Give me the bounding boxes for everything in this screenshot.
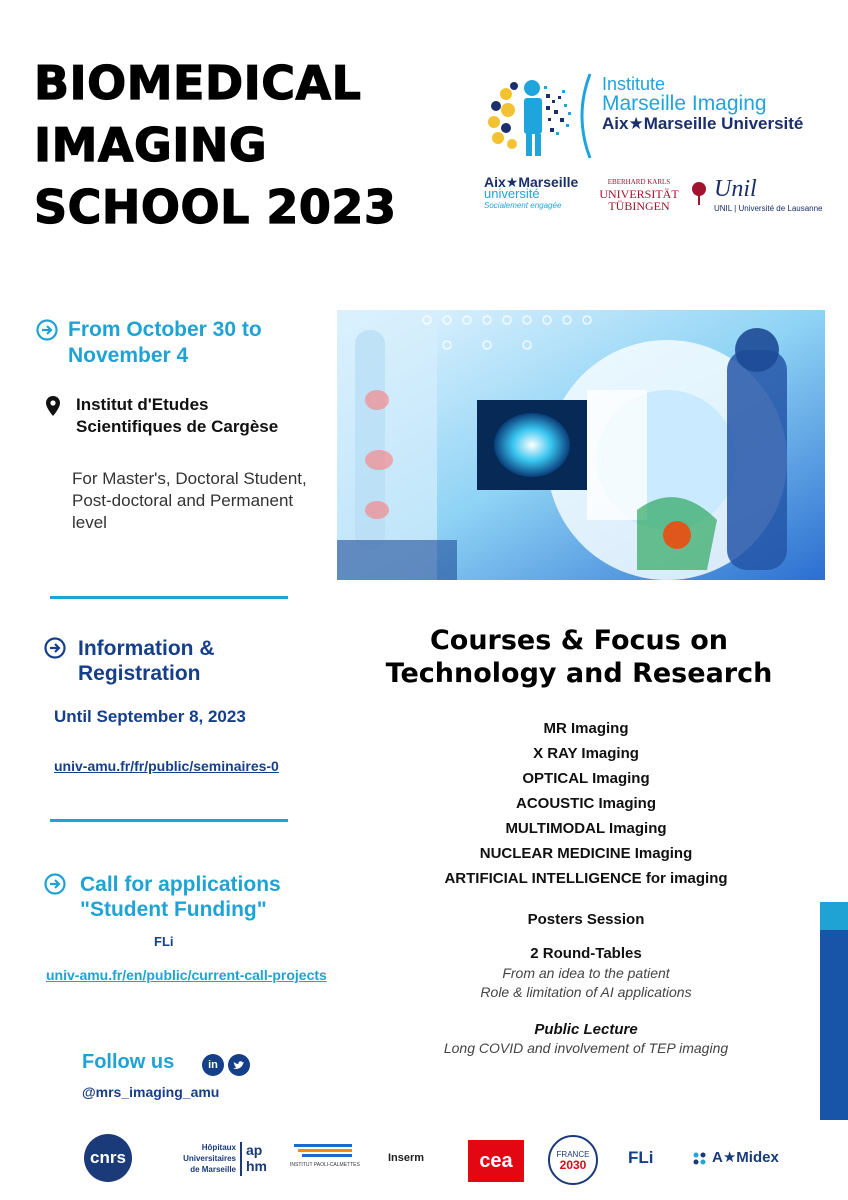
tubingen-main-1: UNIVERSITÄT xyxy=(599,187,679,201)
twitter-handle[interactable]: @mrs_imaging_amu xyxy=(82,1084,220,1100)
tubingen-main-2: TÜBINGEN xyxy=(608,199,670,213)
hero-image xyxy=(337,310,825,580)
list-item: ACOUSTIC Imaging xyxy=(515,795,656,812)
courses-title-2: Technology and Research xyxy=(385,658,773,689)
tubingen-top: EBERHARD KARLS xyxy=(607,178,671,186)
arrow-right-icon xyxy=(44,637,66,659)
unil-sub: UNIL | Université de Lausanne xyxy=(714,204,823,213)
list-item: ARTIFICIAL INTELLIGENCE for imaging xyxy=(444,870,728,887)
seminaires-link[interactable]: univ-amu.fr/fr/public/seminaires-0 xyxy=(54,758,279,774)
call-projects-link[interactable]: univ-amu.fr/en/public/current-call-projects xyxy=(46,967,327,983)
divider xyxy=(50,819,288,822)
tubingen-logo xyxy=(594,176,684,220)
list-item: X RAY Imaging xyxy=(533,745,639,762)
hopitaux-line-1: Hôpitaux xyxy=(201,1143,236,1152)
inserm-logo: Inserm xyxy=(388,1152,425,1164)
round-table-1: From an idea to the patient xyxy=(502,965,670,981)
aphm-bottom: hm xyxy=(246,1158,267,1174)
info-heading-1: Information & xyxy=(78,637,215,660)
amu-logo xyxy=(484,176,584,220)
cea-logo: cea xyxy=(468,1140,524,1182)
posters-session: Posters Session xyxy=(527,911,645,928)
list-item: NUCLEAR MEDICINE Imaging xyxy=(479,845,693,862)
imi-figure-icon xyxy=(484,66,599,166)
public-lecture-title: Public Lecture xyxy=(534,1021,638,1038)
dates-line-2: November 4 xyxy=(68,344,189,367)
imi-line-3: Aix★Marseille Université xyxy=(602,114,804,133)
dots-icon xyxy=(692,1151,710,1169)
fli-logo-small: FLi xyxy=(154,934,174,949)
location-line-1: Institut d'Etudes xyxy=(76,395,209,414)
amu-name: Aix★Marseille xyxy=(484,174,579,190)
title-line-3: SCHOOL 2023 xyxy=(34,180,397,234)
dates-line-1: From October 30 to xyxy=(68,318,262,341)
france-year: 2030 xyxy=(559,1158,587,1172)
round-tables: 2 Round-Tables xyxy=(530,945,642,962)
amu-tagline: Socialement engagée xyxy=(484,201,562,210)
registration-deadline: Until September 8, 2023 xyxy=(54,707,246,726)
courses-title xyxy=(340,624,818,690)
paoli-calmettes-logo xyxy=(290,1144,360,1174)
fli-logo: FLi xyxy=(628,1148,654,1167)
unil-name: Unil xyxy=(714,176,757,202)
aphm-top: ap xyxy=(246,1142,263,1158)
call-heading-2: "Student Funding" xyxy=(80,898,267,921)
hopitaux-line-3: de Marseille xyxy=(190,1165,236,1174)
location-pin-icon xyxy=(46,396,60,416)
twitter-icon[interactable] xyxy=(228,1054,250,1076)
info-heading-2: Registration xyxy=(78,662,201,685)
france-2030-logo xyxy=(548,1135,598,1185)
list-item: MR Imaging xyxy=(543,720,629,737)
arrow-right-icon xyxy=(44,873,66,895)
amu-sub: université xyxy=(484,186,540,201)
list-item: OPTICAL Imaging xyxy=(522,770,650,787)
france-text: FRANCE xyxy=(556,1150,590,1159)
paoli-text: INSTITUT PAOLI-CALMETTES xyxy=(290,1162,360,1168)
imi-logo xyxy=(484,66,814,166)
audience-level: For Master's, Doctoral Student, Post-doctoral and Permanent level xyxy=(72,469,307,532)
courses-list xyxy=(386,716,786,1058)
side-accent-light xyxy=(820,902,848,930)
cnrs-logo: cnrs xyxy=(84,1134,132,1182)
divider xyxy=(50,596,288,599)
amidex-text: A★Midex xyxy=(712,1149,779,1166)
hopitaux-line-2: Universitaires xyxy=(183,1154,236,1163)
location-line-2: Scientifiques de Cargèse xyxy=(76,417,279,436)
list-item: MULTIMODAL Imaging xyxy=(505,820,667,837)
title-line-1: BIOMEDICAL xyxy=(34,56,362,110)
courses-title-1: Courses & Focus on xyxy=(429,625,729,656)
imi-line-1: Institute xyxy=(602,74,666,94)
public-lecture-text: Long COVID and involvement of TEP imaging xyxy=(443,1040,729,1056)
side-accent-dark xyxy=(820,930,848,1120)
location xyxy=(76,394,278,438)
unil-logo xyxy=(690,176,823,220)
aphm-logo xyxy=(168,1142,288,1178)
amidex-logo xyxy=(692,1148,792,1174)
tree-icon xyxy=(690,180,708,206)
arrow-right-icon xyxy=(36,319,58,341)
call-heading-1: Call for applications xyxy=(80,873,281,896)
imi-line-2: Marseille Imaging xyxy=(602,92,767,115)
round-table-2: Role & limitation of AI applications xyxy=(480,984,692,1000)
linkedin-icon[interactable]: in xyxy=(202,1054,224,1076)
title-line-2: IMAGING xyxy=(34,118,268,172)
follow-us: Follow us xyxy=(82,1051,175,1073)
page-title xyxy=(34,52,454,238)
